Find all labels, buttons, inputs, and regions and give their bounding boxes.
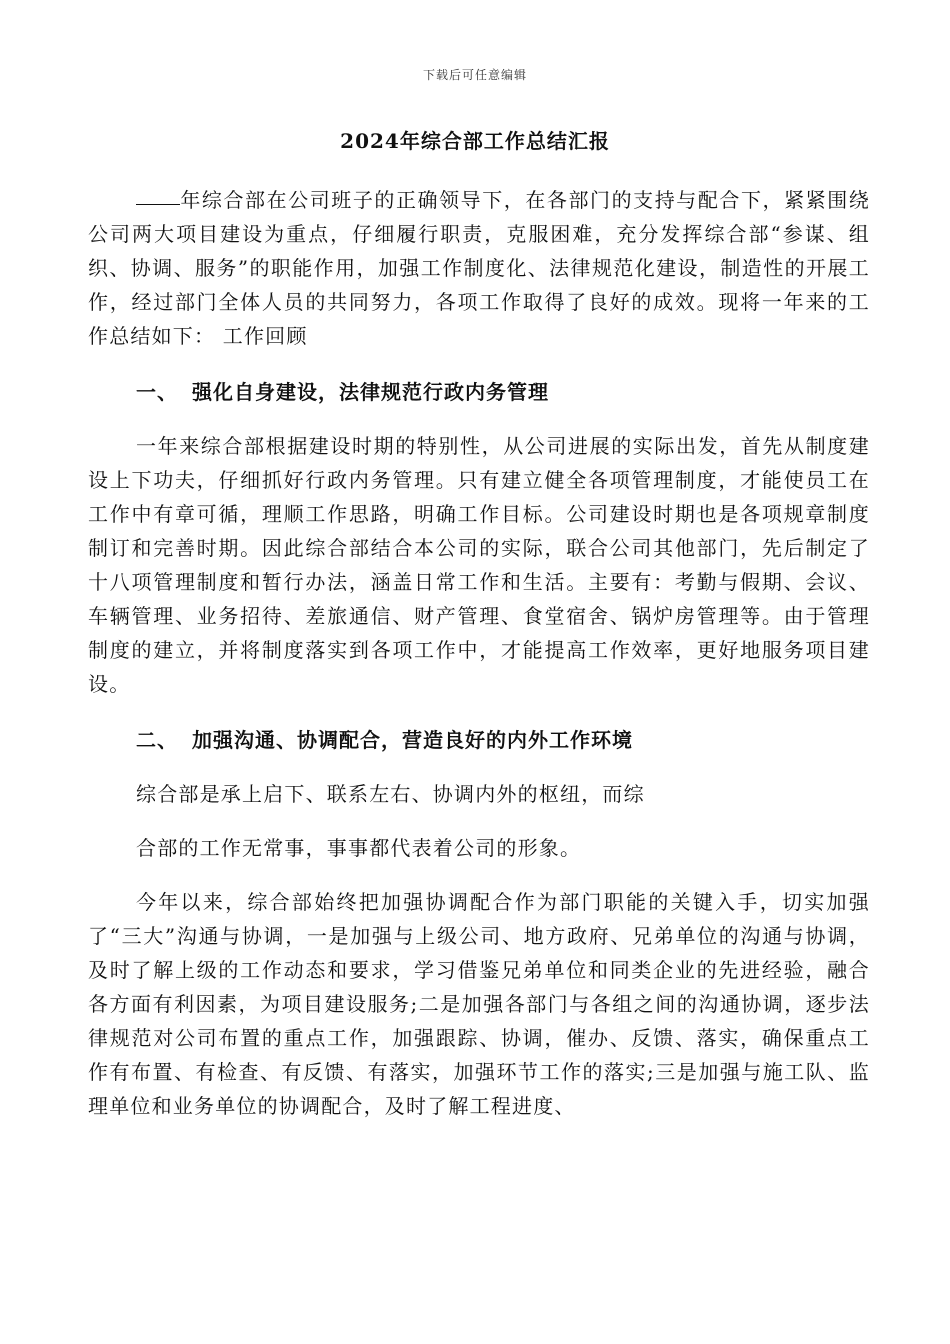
page-header-note: 下载后可任意编辑: [422, 68, 527, 82]
section-1-title: 强化自身建设，法律规范行政内务管理: [192, 380, 549, 404]
section-1-number: 一、: [136, 380, 178, 404]
intro-paragraph: [88, 182, 870, 353]
section-2-title: 加强沟通、协调配合，营造良好的内外工作环境: [192, 728, 633, 752]
document-title: 2024年综合部工作总结汇报: [340, 129, 610, 153]
section-2-line-2: 合部的工作无常事，事事都代表着公司的形象。: [136, 836, 582, 860]
section-2-heading: [88, 723, 870, 757]
section-2-number: 二、: [136, 728, 178, 752]
blank-underline: [136, 182, 180, 205]
section-1-heading: [88, 375, 870, 409]
section-2-line-1: 综合部是承上启下、联系左右、协调内外的枢纽，而综: [136, 782, 645, 806]
document-body: [88, 182, 870, 1123]
intro-text: 年综合部在公司班子的正确领导下，在各部门的支持与配合下，紧紧围绕公司两大项目建设为重点，仔细履行职责，克服困难，充分发挥综合部“参谋、组织、协调、服务”的职能作用，加强工作制度化、法律规范化建设，制造性的开展工作，经过部门全体人员的共同努力，各项工作取得了良好的成效。现将一年来的工作总结如下： 工作回顾: [88, 188, 870, 348]
section-2-paragraph: 今年以来，综合部始终把加强协调配合作为部门职能的关键入手，切实加强了“三大”沟通与协调，一是加强与上级公司、地方政府、兄弟单位的沟通与协调，及时了解上级的工作动态和要求，学习借鉴兄弟单位和同类企业的先进经验，融合各方面有利因素，为项目建设服务;二是加强各部门与各组之间的沟通协调，逐步法律规范对公司布置的重点工作，加强跟踪、协调，催办、反馈、落实，确保重点工作有布置、有检查、有反馈、有落实，加强环节工作的落实;三是加强与施工队、监理单位和业务单位的协调配合，及时了解工程进度、: [88, 890, 870, 1118]
section-1-paragraph: 一年来综合部根据建设时期的特别性，从公司进展的实际出发，首先从制度建设上下功夫，仔细抓好行政内务管理。只有建立健全各项管理制度，才能使员工在工作中有章可循，理顺工作思路，明确工作目标。公司建设时期也是各项规章制度制订和完善时期。因此综合部结合本公司的实际，联合公司其他部门，先后制定了十八项管理制度和暂行办法，涵盖日常工作和生活。主要有：考勤与假期、会议、车辆管理、业务招待、差旅通信、财产管理、食堂宿舍、锅炉房管理等。由于管理制度的建立，并将制度落实到各项工作中，才能提高工作效率，更好地服务项目建设。: [88, 434, 870, 696]
